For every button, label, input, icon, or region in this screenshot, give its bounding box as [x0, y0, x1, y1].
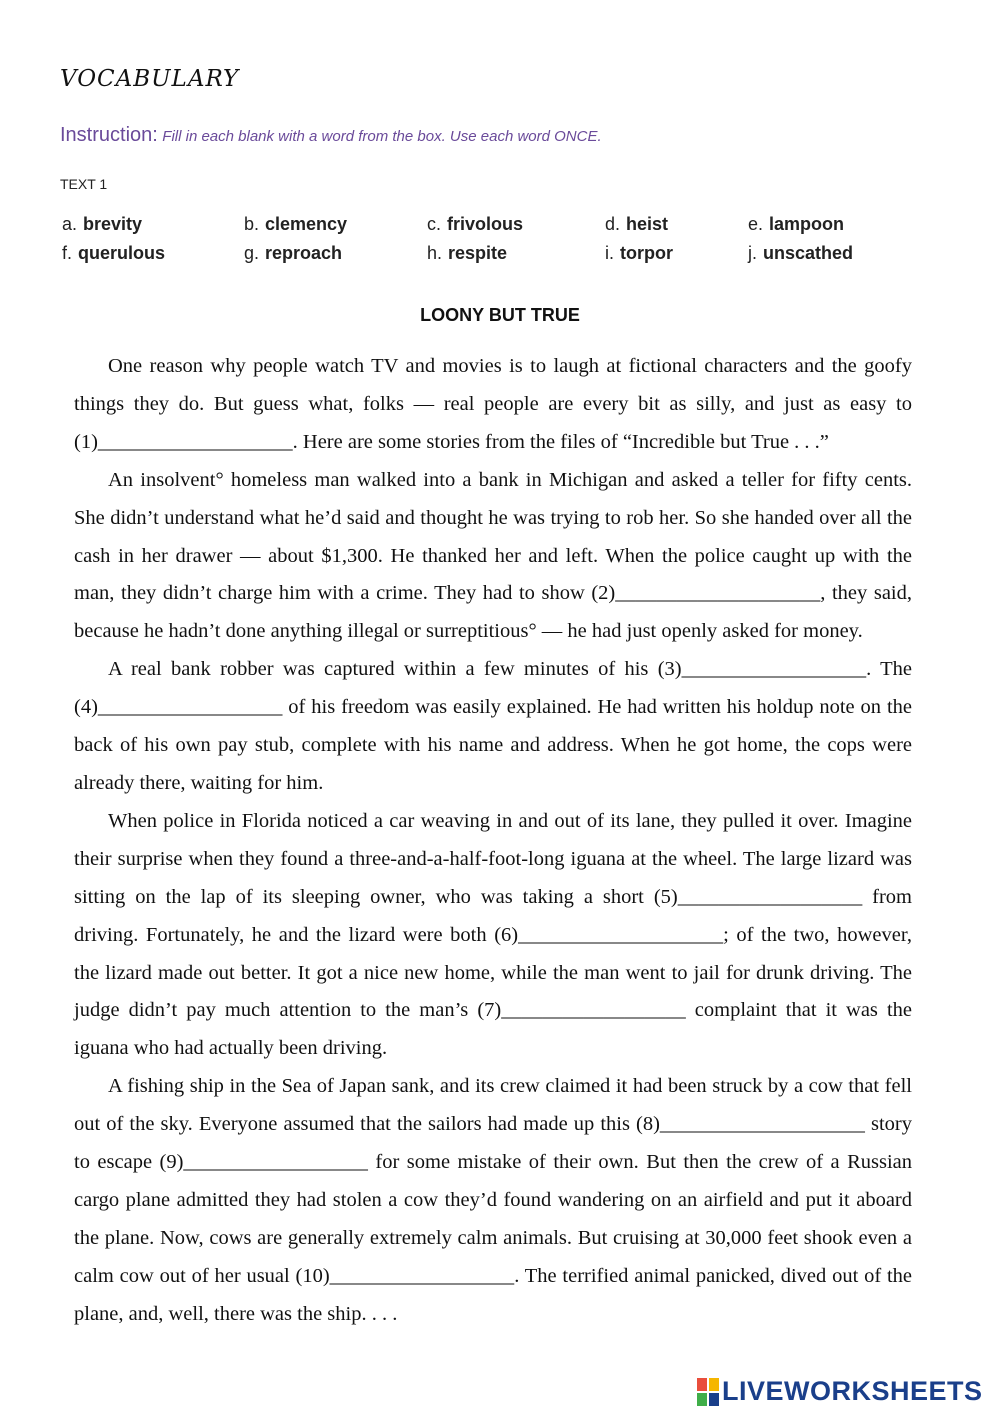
paragraph-text: , they said, because he hadn’t done anything illegal or surreptitious° — he had just openly asked for money.	[74, 582, 912, 643]
paragraph-text: for some mistake of their own. But then the crew of a Russian cargo plane admitted they had stolen a cow they’d found wandering on an airfield and put it aboard the plane. Now, cows are generally extremely calm animals. But cruising at 30,000 feet shook even a calm cow out of her usual	[74, 1151, 912, 1287]
word-option-letter: d.	[605, 214, 621, 234]
word-option-letter: a.	[62, 214, 78, 234]
logo-square	[697, 1393, 707, 1406]
story-paragraph	[74, 462, 912, 652]
word-option-letter: b.	[244, 214, 260, 234]
word-option-letter: c.	[427, 214, 442, 234]
answer-blank[interactable]: (9)__________________	[159, 1151, 368, 1174]
word-option-letter: j.	[748, 243, 757, 263]
story-paragraph	[74, 651, 912, 803]
answer-blank[interactable]: (7)__________________	[477, 999, 686, 1022]
paragraph-text: from driving. Fortunately, he and the lizard were both	[74, 885, 913, 946]
answer-blank[interactable]: (10)__________________	[295, 1264, 515, 1287]
word-option-word: querulous	[78, 243, 166, 263]
story-paragraph	[74, 348, 912, 462]
story-paragraph	[74, 1068, 912, 1333]
instruction-text: Fill in each blank with a word from the box. Use each word ONCE.	[162, 128, 602, 145]
paragraph-text: When police in Florida noticed a car weaving in and out of its lane, they pulled it over. Imagine their surprise when they found a three-and-a-half-foot-long iguana at the wheel. The large lizard was sitting on the lap of its sleeping owner, who was taking a short	[74, 809, 912, 908]
word-option-word: heist	[626, 214, 669, 234]
instruction	[60, 124, 602, 147]
answer-blank[interactable]: (6)____________________	[494, 923, 724, 946]
answer-blank[interactable]: (5)__________________	[653, 885, 863, 908]
word-option-word: brevity	[83, 214, 143, 234]
word-option	[427, 214, 605, 235]
paragraph-text: A real bank robber was captured within a few minutes of his	[108, 658, 658, 681]
paragraph-text: One reason why people watch TV and movies is to laugh at fictional characters and the goofy things they do. But guess what, folks — real people are every bit as silly, and just as easy to	[74, 355, 912, 415]
page-heading: VOCABULARY	[60, 66, 240, 92]
word-option	[748, 243, 922, 264]
word-option	[62, 243, 244, 264]
paragraph-text: A fishing ship in the Sea of Japan sank, and its crew claimed it had been struck by a cow that fell out of the sky. Everyone assumed that the sailors had made up this	[74, 1075, 912, 1136]
word-option	[62, 214, 244, 235]
paragraph-text: ; of the two, however, the lizard made out better. It got a nice new home, while the man went to jail for drunk driving. The judge didn’t pay much attention to the man’s	[74, 923, 912, 1022]
answer-blank[interactable]: (2)____________________	[591, 582, 821, 605]
word-option	[605, 243, 748, 264]
logo-square	[709, 1378, 719, 1391]
word-option	[748, 214, 922, 235]
answer-blank[interactable]: (4)__________________	[74, 696, 283, 719]
word-option-word: lampoon	[769, 214, 845, 234]
story-paragraph	[74, 803, 912, 1068]
logo-square	[697, 1378, 707, 1391]
word-option	[427, 243, 605, 264]
word-option	[605, 214, 748, 235]
paragraph-text: . The	[866, 658, 912, 681]
logo-text: LIVEWORKSHEETS	[722, 1376, 983, 1406]
answer-blank[interactable]: (1)___________________	[74, 430, 293, 453]
word-option-word: frivolous	[447, 214, 524, 234]
instruction-lead: Instruction:	[60, 124, 158, 146]
word-option-word: reproach	[265, 243, 343, 263]
story-body	[74, 348, 912, 1334]
word-option-letter: i.	[605, 243, 614, 263]
word-option-letter: f.	[62, 243, 73, 263]
paragraph-text: of his freedom was easily explained. He had written his holdup note on the back of his own pay stub, complete with his name and address. When he got home, the cops were already there, waiting for him.	[74, 696, 912, 794]
answer-blank[interactable]: (3)__________________	[657, 658, 867, 681]
paragraph-text: . Here are some stories from the files of “Incredible but True . . .”	[292, 430, 829, 453]
word-option-letter: g.	[244, 243, 260, 263]
paragraph-text: complaint that it was the iguana who had actually been driving.	[74, 999, 912, 1060]
paragraph-text: story to escape	[74, 1113, 913, 1174]
story-title: LOONY BUT TRUE	[420, 305, 580, 325]
word-option-letter: h.	[427, 243, 443, 263]
word-option-word: clemency	[265, 214, 348, 234]
word-option	[244, 243, 427, 264]
word-option	[244, 214, 427, 235]
paragraph-text: . The terrified animal panicked, dived out of the plane, and, well, there was the ship. . . .	[74, 1264, 913, 1325]
liveworksheets-logo-icon	[697, 1378, 719, 1406]
word-option-word: torpor	[620, 243, 673, 263]
liveworksheets-logo	[697, 1376, 983, 1407]
word-option-word: unscathed	[763, 243, 854, 263]
answer-blank[interactable]: (8)____________________	[636, 1113, 865, 1136]
word-option-word: respite	[448, 243, 508, 263]
word-option-letter: e.	[748, 214, 764, 234]
paragraph-text: An insolvent° homeless man walked into a bank in Michigan and asked a teller for fifty cents. She didn’t understand what he’d said and thought he was trying to rob her. So she handed over all the cash in her drawer — about $1,300. He thanked her and left. When the police caught up with the man, they didn’t charge him with a crime. They had to show	[74, 468, 912, 605]
text-label: TEXT 1	[60, 176, 108, 192]
word-box	[62, 214, 922, 264]
logo-square	[709, 1393, 719, 1406]
